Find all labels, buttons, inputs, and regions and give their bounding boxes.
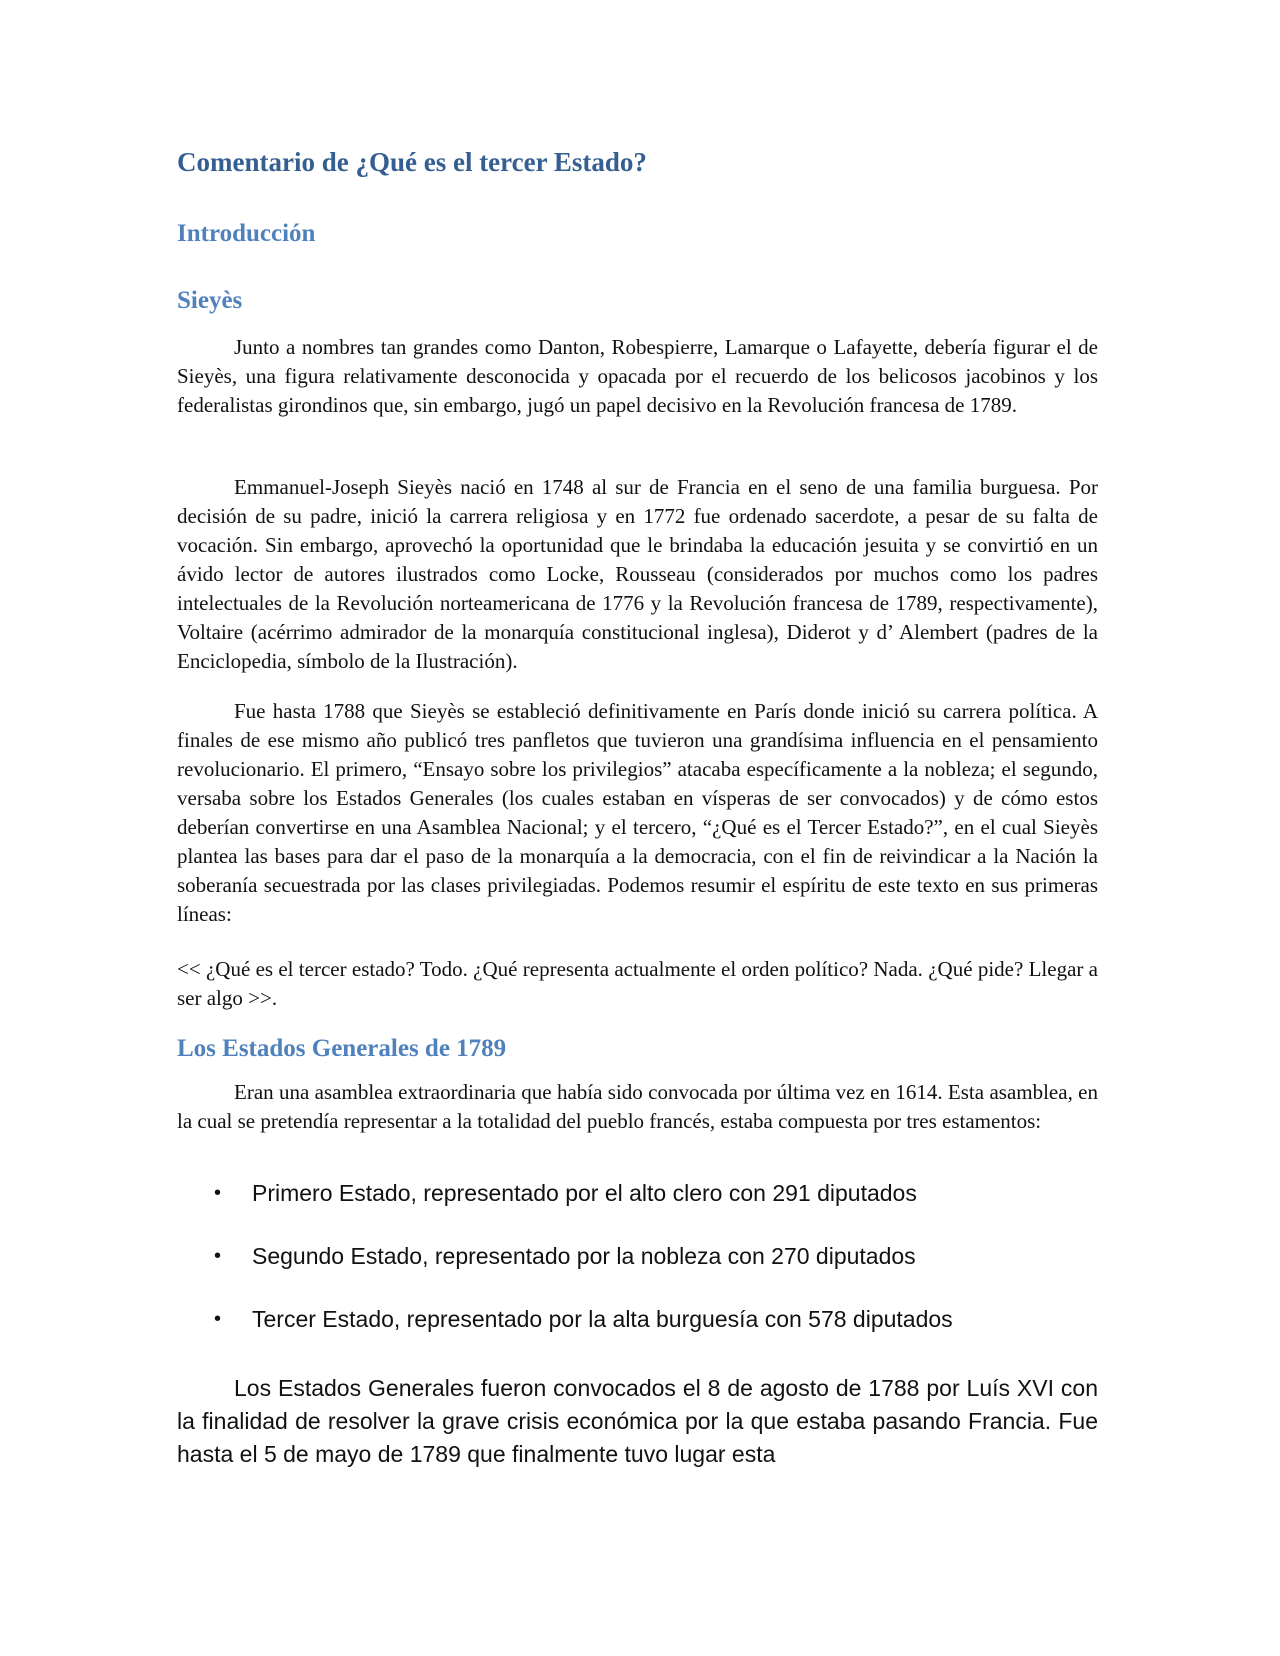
list-item-text: Primero Estado, representado por el alto clero con 291 diputados (252, 1180, 917, 1206)
paragraph-estados-convocatoria: Los Estados Generales fueron convocados el 8 de agosto de 1788 por Luís XVI con la finalidad de resolver la grave crisis económica por la que estaba pasando Francia. Fue hasta el 5 de mayo de 1789 que finalmente tuvo lugar esta (177, 1375, 1098, 1467)
list-item (177, 1243, 1098, 1306)
paragraph-estados-intro: Eran una asamblea extraordinaria que había sido convocada por última vez en 1614. Esta asamblea, en la cual se pretendía representar a la totalidad del pueblo francés, estaba compuesta por tres estamentos: (177, 1080, 1098, 1133)
heading-sieyes: Sieyès (177, 287, 243, 314)
list-item-text: Tercer Estado, representado por la alta burguesía con 578 diputados (252, 1306, 953, 1332)
bullet-icon: • (214, 1245, 222, 1267)
document-page (177, 0, 1098, 1656)
bullet-icon: • (214, 1308, 222, 1330)
heading-introduccion: Introducción (177, 220, 316, 247)
paragraph-sieyes-intro: Junto a nombres tan grandes como Danton, Robespierre, Lamarque o Lafayette, debería figurar el de Sieyès, una figura relativamente desconocida y opacada por el recuerdo de los belicosos jacobinos y los federalistas girondinos que, sin embargo, jugó un papel decisivo en la Revolución francesa de 1789. (177, 335, 1098, 417)
document-title: Comentario de ¿Qué es el tercer Estado? (177, 147, 647, 177)
list-item-text: Segundo Estado, representado por la nobleza con 270 diputados (252, 1243, 916, 1269)
heading-estados-generales: Los Estados Generales de 1789 (177, 1035, 507, 1062)
paragraph-sieyes-biography: Emmanuel-Joseph Sieyès nació en 1748 al sur de Francia en el seno de una familia burguesa. Por decisión de su padre, inició la carrera religiosa y en 1772 fue ordenado sacerdote, a pesar de su falta de vocación. Sin embargo, aprovechó la oportunidad que le brindaba la educación jesuita y se convirtió en un ávido lector de autores ilustrados como Locke, Rousseau (considerados por muchos como los padres intelectuales de la Revolución norteamericana de 1776 y la Revolución francesa de 1789, respectivamente), Voltaire (acérrimo admirador de la monarquía constitucional inglesa), Diderot y d’ Alembert (padres de la Enciclopedia, símbolo de la Ilustración). (177, 475, 1098, 673)
quote-paragraph: << ¿Qué es el tercer estado? Todo. ¿Qué representa actualmente el orden político? Nada. ¿Qué pide? Llegar a ser algo >>. (177, 957, 1098, 1010)
estamentos-list (177, 1180, 1098, 1369)
paragraph-sieyes-pamphlets: Fue hasta 1788 que Sieyès se estableció definitivamente en París donde inició su carrera política. A finales de ese mismo año publicó tres panfletos que tuvieron una grandísima influencia en el pensamiento revolucionario. El primero, “Ensayo sobre los privilegios” atacaba específicamente a la nobleza; el segundo, versaba sobre los Estados Generales (los cuales estaban en vísperas de ser convocados) y de cómo estos deberían convertirse en una Asamblea Nacional; y el tercero, “¿Qué es el Tercer Estado?”, en el cual Sieyès plantea las bases para dar el paso de la monarquía a la democracia, con el fin de reivindicar a la Nación la soberanía secuestrada por las clases privilegiadas. Podemos resumir el espíritu de este texto en sus primeras líneas: (177, 699, 1098, 926)
list-item (177, 1180, 1098, 1243)
bullet-icon: • (214, 1182, 222, 1204)
list-item (177, 1306, 1098, 1369)
